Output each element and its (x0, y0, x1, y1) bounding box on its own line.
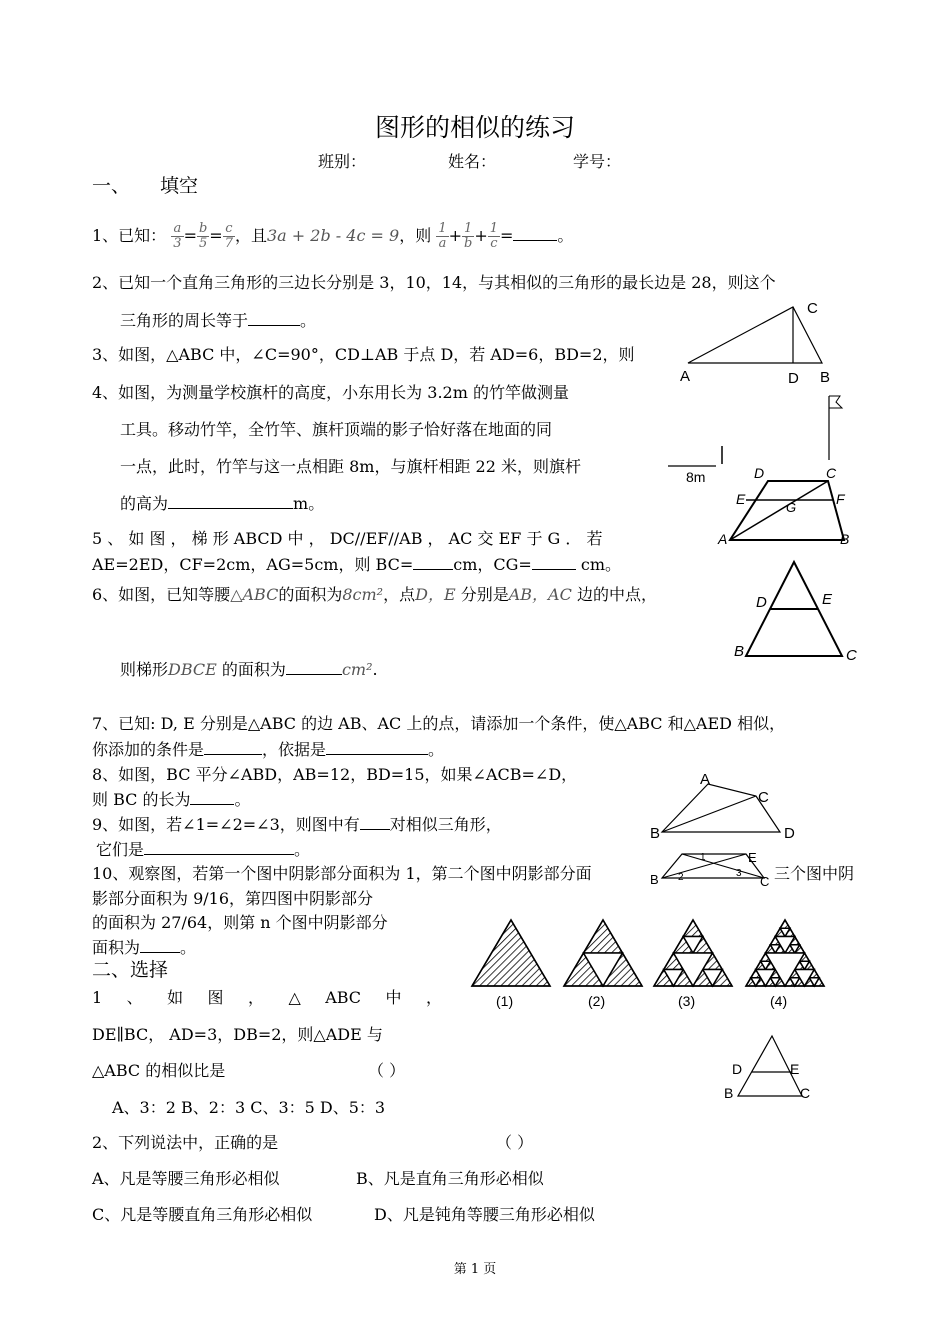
fig3-label-a: A (680, 368, 691, 385)
choice-2-option-b[interactable]: B、凡是直角三角形必相似 (356, 1169, 544, 1188)
fig9-angle-2: 2 (678, 872, 684, 883)
choice-2-option-a[interactable]: A、凡是等腰三角形必相似 (92, 1169, 280, 1188)
fig5-label-f: F (836, 491, 845, 507)
fig8-label-d: D (784, 825, 795, 842)
question-4-line-2: 工具。移动竹竿，全竹竿、旗杆顶端的影子恰好落在地面的同 (120, 420, 553, 439)
fig6-label-b: B (734, 643, 745, 660)
fig9-angle-1: 1 (700, 852, 706, 863)
question-10-line-1: 10、观察图，若第一个图中阴影部分面积为 1，第二个图中阴影部分面 (92, 864, 592, 883)
fig5-label-a: A (718, 531, 728, 547)
question-9-line-2: 它们是 。 (96, 840, 311, 859)
fig5-label-g: G (786, 500, 797, 515)
fig6-label-e: E (822, 591, 833, 608)
fig3-label-d: D (788, 370, 799, 387)
question-4-line-1: 4、如图，为测量学校旗杆的高度，小东用长为 3.2m 的竹竿做测量 (92, 383, 569, 402)
fig10-caption-4: (4) (770, 993, 788, 1009)
figc1-label-c: C (800, 1085, 811, 1101)
question-10-line-2: 影部分面积为 9/16，第四图中阴影部分 (92, 889, 374, 908)
fig4-distance-label: 8m (686, 469, 706, 485)
question-6-line-2: 则梯形DBCE 的面积为 cm². (120, 660, 378, 679)
question-4-line-3: 一点，此时，竹竿与这一点相距 8m，与旗杆相距 22 米，则旗杆 (120, 457, 581, 476)
figure-q9-angles (648, 846, 774, 890)
fig8-label-b: B (650, 825, 661, 842)
question-2-line-2: 三角形的周长等于 。 (120, 311, 317, 330)
fig6-label-c: C (846, 647, 857, 664)
section-1-number: 一、 (92, 175, 131, 197)
question-7-line-1: 7、已知: D, E 分别是△ABC 的边 AB、AC 上的点，请添加一个条件，使△ABC 和△AED 相似， (92, 714, 786, 733)
fig5-label-c: C (826, 465, 837, 481)
figure-choice-1-triangle (722, 1032, 822, 1102)
fig9-angle-3: 3 (736, 868, 742, 879)
section-2-title: 二、选择 (92, 959, 169, 981)
fig3-label-b: B (820, 369, 831, 386)
sierpinski-triangle (780, 920, 790, 928)
question-4-line-4: 的高为 m。 (120, 494, 325, 513)
fig5-label-d: D (754, 465, 765, 481)
class-label: 班别： (318, 152, 367, 171)
fig8-label-a: A (700, 771, 711, 788)
choice-2-option-d[interactable]: D、凡是钝角等腰三角形必相似 (374, 1205, 595, 1224)
sierpinski-triangle (683, 920, 703, 937)
fig9-label-e: E (748, 850, 757, 865)
fig10-caption-3: (3) (678, 993, 696, 1009)
question-1: 1、已知： $\frac{a}{3}$ = $\frac{b}{5}$ = $\frac{c}{7}$ ，且3a + 2b - 4c = 9，则 $\frac{1}{a}$ + $\frac{1}{b}$ + $\frac{1}{c}$ = 。 (92, 221, 574, 251)
figure-q6-isosceles-triangle (730, 552, 865, 664)
figc1-label-e: E (790, 1061, 800, 1077)
question-9-line-1: 9、如图，若∠1=∠2=∠3，则图中有 对相似三角形， (92, 815, 502, 834)
choice-1-line-3: △ABC 的相似比是 (92, 1061, 226, 1080)
choice-2-option-c[interactable]: C、凡是等腰直角三角形必相似 (92, 1205, 313, 1224)
figure-q10-sierpinski (464, 916, 834, 1012)
question-5-line-1: 5 、 如 图 ， 梯 形 ABCD 中 ， DC//EF//AB ， AC 交 EF 于 G ． 若 (92, 529, 603, 548)
question-10-line-4: 面积为 。 (92, 938, 197, 957)
question-10-line-1-tail: 三个图中阴 (774, 864, 855, 883)
figure-q5-trapezoid (716, 464, 856, 548)
question-7-line-2: 你添加的条件是 ，依据是 。 (92, 740, 445, 759)
fig10-caption-1: (1) (496, 993, 514, 1009)
question-3: 3、如图，△ABC 中，∠C=90°，CD⊥AB 于点 D，若 AD=6，BD=2，则 (92, 345, 635, 364)
question-2-line-1: 2、已知一个直角三角形的三边长分别是 3，10，14，与其相似的三角形的最长边是 28，则这个 (92, 273, 776, 292)
question-10-line-3: 的面积为 27/64，则第 n 个图中阴影部分 (92, 913, 388, 932)
fig6-label-d: D (756, 594, 767, 611)
figc1-label-d: D (732, 1061, 743, 1077)
figure-q8-triangles (648, 770, 808, 842)
fig10-caption-2: (2) (588, 993, 606, 1009)
figure-q3-right-triangle (670, 295, 840, 387)
page-title: 图形的相似的练习 (374, 113, 575, 142)
page-footer: 第 1 页 (453, 1262, 497, 1277)
sierpinski-triangle (472, 920, 550, 986)
choice-1-line-1: 1 、 如 图 ， △ ABC 中 ， (92, 988, 442, 1007)
choice-2-stem: 2、下列说法中，正确的是 (92, 1133, 279, 1152)
student-id-label: 学号： (573, 152, 622, 171)
fig3-label-c: C (807, 300, 818, 317)
fig9-label-c: C (760, 874, 770, 889)
choice-1-paren: （ ） (368, 1061, 406, 1080)
choice-1-options[interactable]: A、3：2 B、2：3 C、3：5 D、5：3 (112, 1098, 386, 1117)
fig5-label-b: B (840, 531, 850, 547)
question-5-line-2: AE=2ED，CF=2cm，AG=5cm，则 BC= cm，CG= cm。 (92, 555, 622, 574)
fig9-label-b: B (650, 872, 659, 887)
section-1-title: 填空 (160, 175, 199, 197)
fig8-label-c: C (758, 789, 769, 806)
choice-1-line-2: DE∥BC， AD=3，DB=2，则△ADE 与 (92, 1025, 383, 1044)
figc1-label-b: B (724, 1085, 734, 1101)
sierpinski-triangle (584, 920, 623, 953)
fig5-label-e: E (736, 491, 746, 507)
question-8-line-2: 则 BC 的长为 。 (92, 790, 251, 809)
name-label: 姓名： (448, 152, 497, 171)
choice-2-paren: （ ） (496, 1133, 534, 1152)
question-6-line-1: 6、如图，已知等腰△ABC的面积为8cm²，点D，E 分别是AB，AC 边的中点， (92, 585, 657, 604)
question-8-line-1: 8、如图，BC 平分∠ABD，AB=12，BD=15，如果∠ACB=∠D， (92, 765, 578, 784)
